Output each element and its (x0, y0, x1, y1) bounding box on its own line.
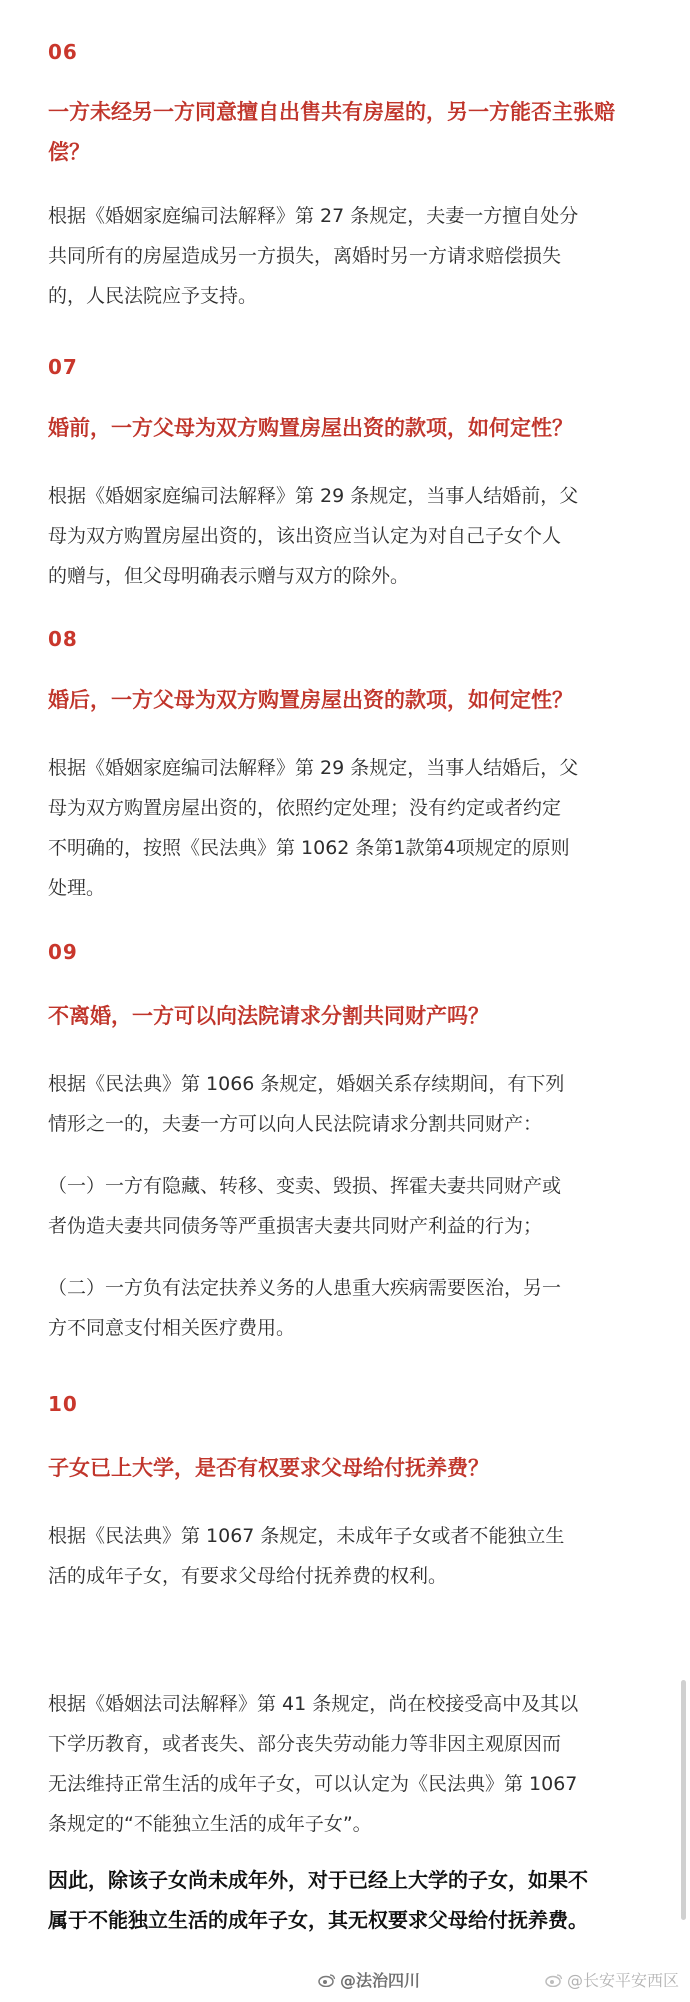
section-number: 08 (48, 627, 78, 651)
conclusion-line: 属于不能独立生活的成年子女，其无权要求父母给付抚养费。 (48, 1908, 588, 1932)
question-09 (48, 996, 658, 1036)
question-10 (48, 1448, 658, 1488)
question-line: 子女已上大学，是否有权要求父母给付抚养费？ (48, 1456, 489, 1480)
question-line: 婚后，一方父母为双方购置房屋出资的款项，如何定性？ (48, 688, 573, 712)
answer-line: 情形之一的，夫妻一方可以向人民法院请求分割共同财产： (48, 1113, 543, 1135)
watermark-primary (318, 1968, 420, 1991)
paragraph-line: 根据《婚姻法司法解释》第 41 条规定，尚在校接受高中及其以 (48, 1693, 579, 1715)
answer-09 (48, 1064, 658, 1144)
section-10 (48, 1392, 658, 1416)
question-line: 婚前，一方父母为双方购置房屋出资的款项，如何定性？ (48, 416, 573, 440)
conclusion (48, 1860, 658, 1940)
list-item-line: 方不同意支付相关医疗费用。 (48, 1317, 296, 1339)
section-07 (48, 355, 658, 379)
section-number: 10 (48, 1392, 78, 1416)
watermark-text: @法治四川 (340, 1971, 421, 1990)
answer-line: 母为双方购置房屋出资的，依照约定处理；没有约定或者约定 (48, 797, 562, 819)
paragraph-line: 下学历教育，或者丧失、部分丧失劳动能力等非因主观原因而 (48, 1733, 562, 1755)
answer-line: 处理。 (48, 877, 106, 899)
section-09 (48, 940, 658, 964)
question-line: 一方未经另一方同意擅自出售共有房屋的，另一方能否主张赔 (48, 100, 615, 124)
question-line: 偿？ (48, 140, 90, 164)
question-line: 不离婚，一方可以向法院请求分割共同财产吗？ (48, 1004, 489, 1028)
answer-line: 根据《婚姻家庭编司法解释》第 29 条规定，当事人结婚后，父 (48, 757, 579, 779)
section-number: 06 (48, 40, 78, 64)
answer-line: 根据《婚姻家庭编司法解释》第 29 条规定，当事人结婚前，父 (48, 485, 579, 507)
weibo-icon (318, 1973, 336, 1987)
answer-06 (48, 196, 658, 316)
watermark-text: @长安平安西区 (567, 1971, 680, 1990)
paragraph-line: 无法维持正常生活的成年子女，可以认定为《民法典》第 1067 (48, 1773, 578, 1795)
paragraph-line: 条规定的“不能独立生活的成年子女”。 (48, 1813, 372, 1835)
answer-line: 的赠与，但父母明确表示赠与双方的除外。 (48, 565, 410, 587)
question-08 (48, 680, 658, 720)
list-item-line: （二）一方负有法定扶养义务的人患重大疾病需要医治，另一 (48, 1277, 562, 1299)
answer-line: 活的成年子女，有要求父母给付抚养费的权利。 (48, 1565, 448, 1587)
conclusion-line: 因此，除该子女尚未成年外，对于已经上大学的子女，如果不 (48, 1868, 588, 1892)
section-08 (48, 627, 658, 651)
watermark-secondary (545, 1968, 679, 1991)
answer-line: 不明确的，按照《民法典》第 1062 条第1款第4项规定的原则 (48, 837, 570, 859)
list-item (48, 1268, 658, 1348)
question-07 (48, 408, 658, 448)
list-item-line: （一）一方有隐藏、转移、变卖、毁损、挥霍夫妻共同财产或 (48, 1175, 562, 1197)
answer-10 (48, 1516, 658, 1596)
scrollbar[interactable] (681, 1680, 686, 1920)
answer-07 (48, 476, 658, 596)
question-06 (48, 92, 658, 172)
answer-line: 共同所有的房屋造成另一方损失，离婚时另一方请求赔偿损失 (48, 245, 562, 267)
answer-line: 根据《民法典》第 1067 条规定，未成年子女或者不能独立生 (48, 1525, 565, 1547)
section-number: 09 (48, 940, 78, 964)
answer-line: 根据《民法典》第 1066 条规定，婚姻关系存续期间，有下列 (48, 1073, 565, 1095)
section-number: 07 (48, 355, 78, 379)
supplementary-paragraph (48, 1684, 658, 1844)
answer-line: 的，人民法院应予支持。 (48, 285, 258, 307)
weibo-icon (545, 1973, 563, 1987)
section-06 (48, 40, 658, 64)
answer-08 (48, 748, 658, 908)
list-item (48, 1166, 658, 1246)
list-item-line: 者伪造夫妻共同债务等严重损害夫妻共同财产利益的行为； (48, 1215, 543, 1237)
answer-line: 母为双方购置房屋出资的，该出资应当认定为对自己子女个人 (48, 525, 562, 547)
answer-line: 根据《婚姻家庭编司法解释》第 27 条规定，夫妻一方擅自处分 (48, 205, 579, 227)
